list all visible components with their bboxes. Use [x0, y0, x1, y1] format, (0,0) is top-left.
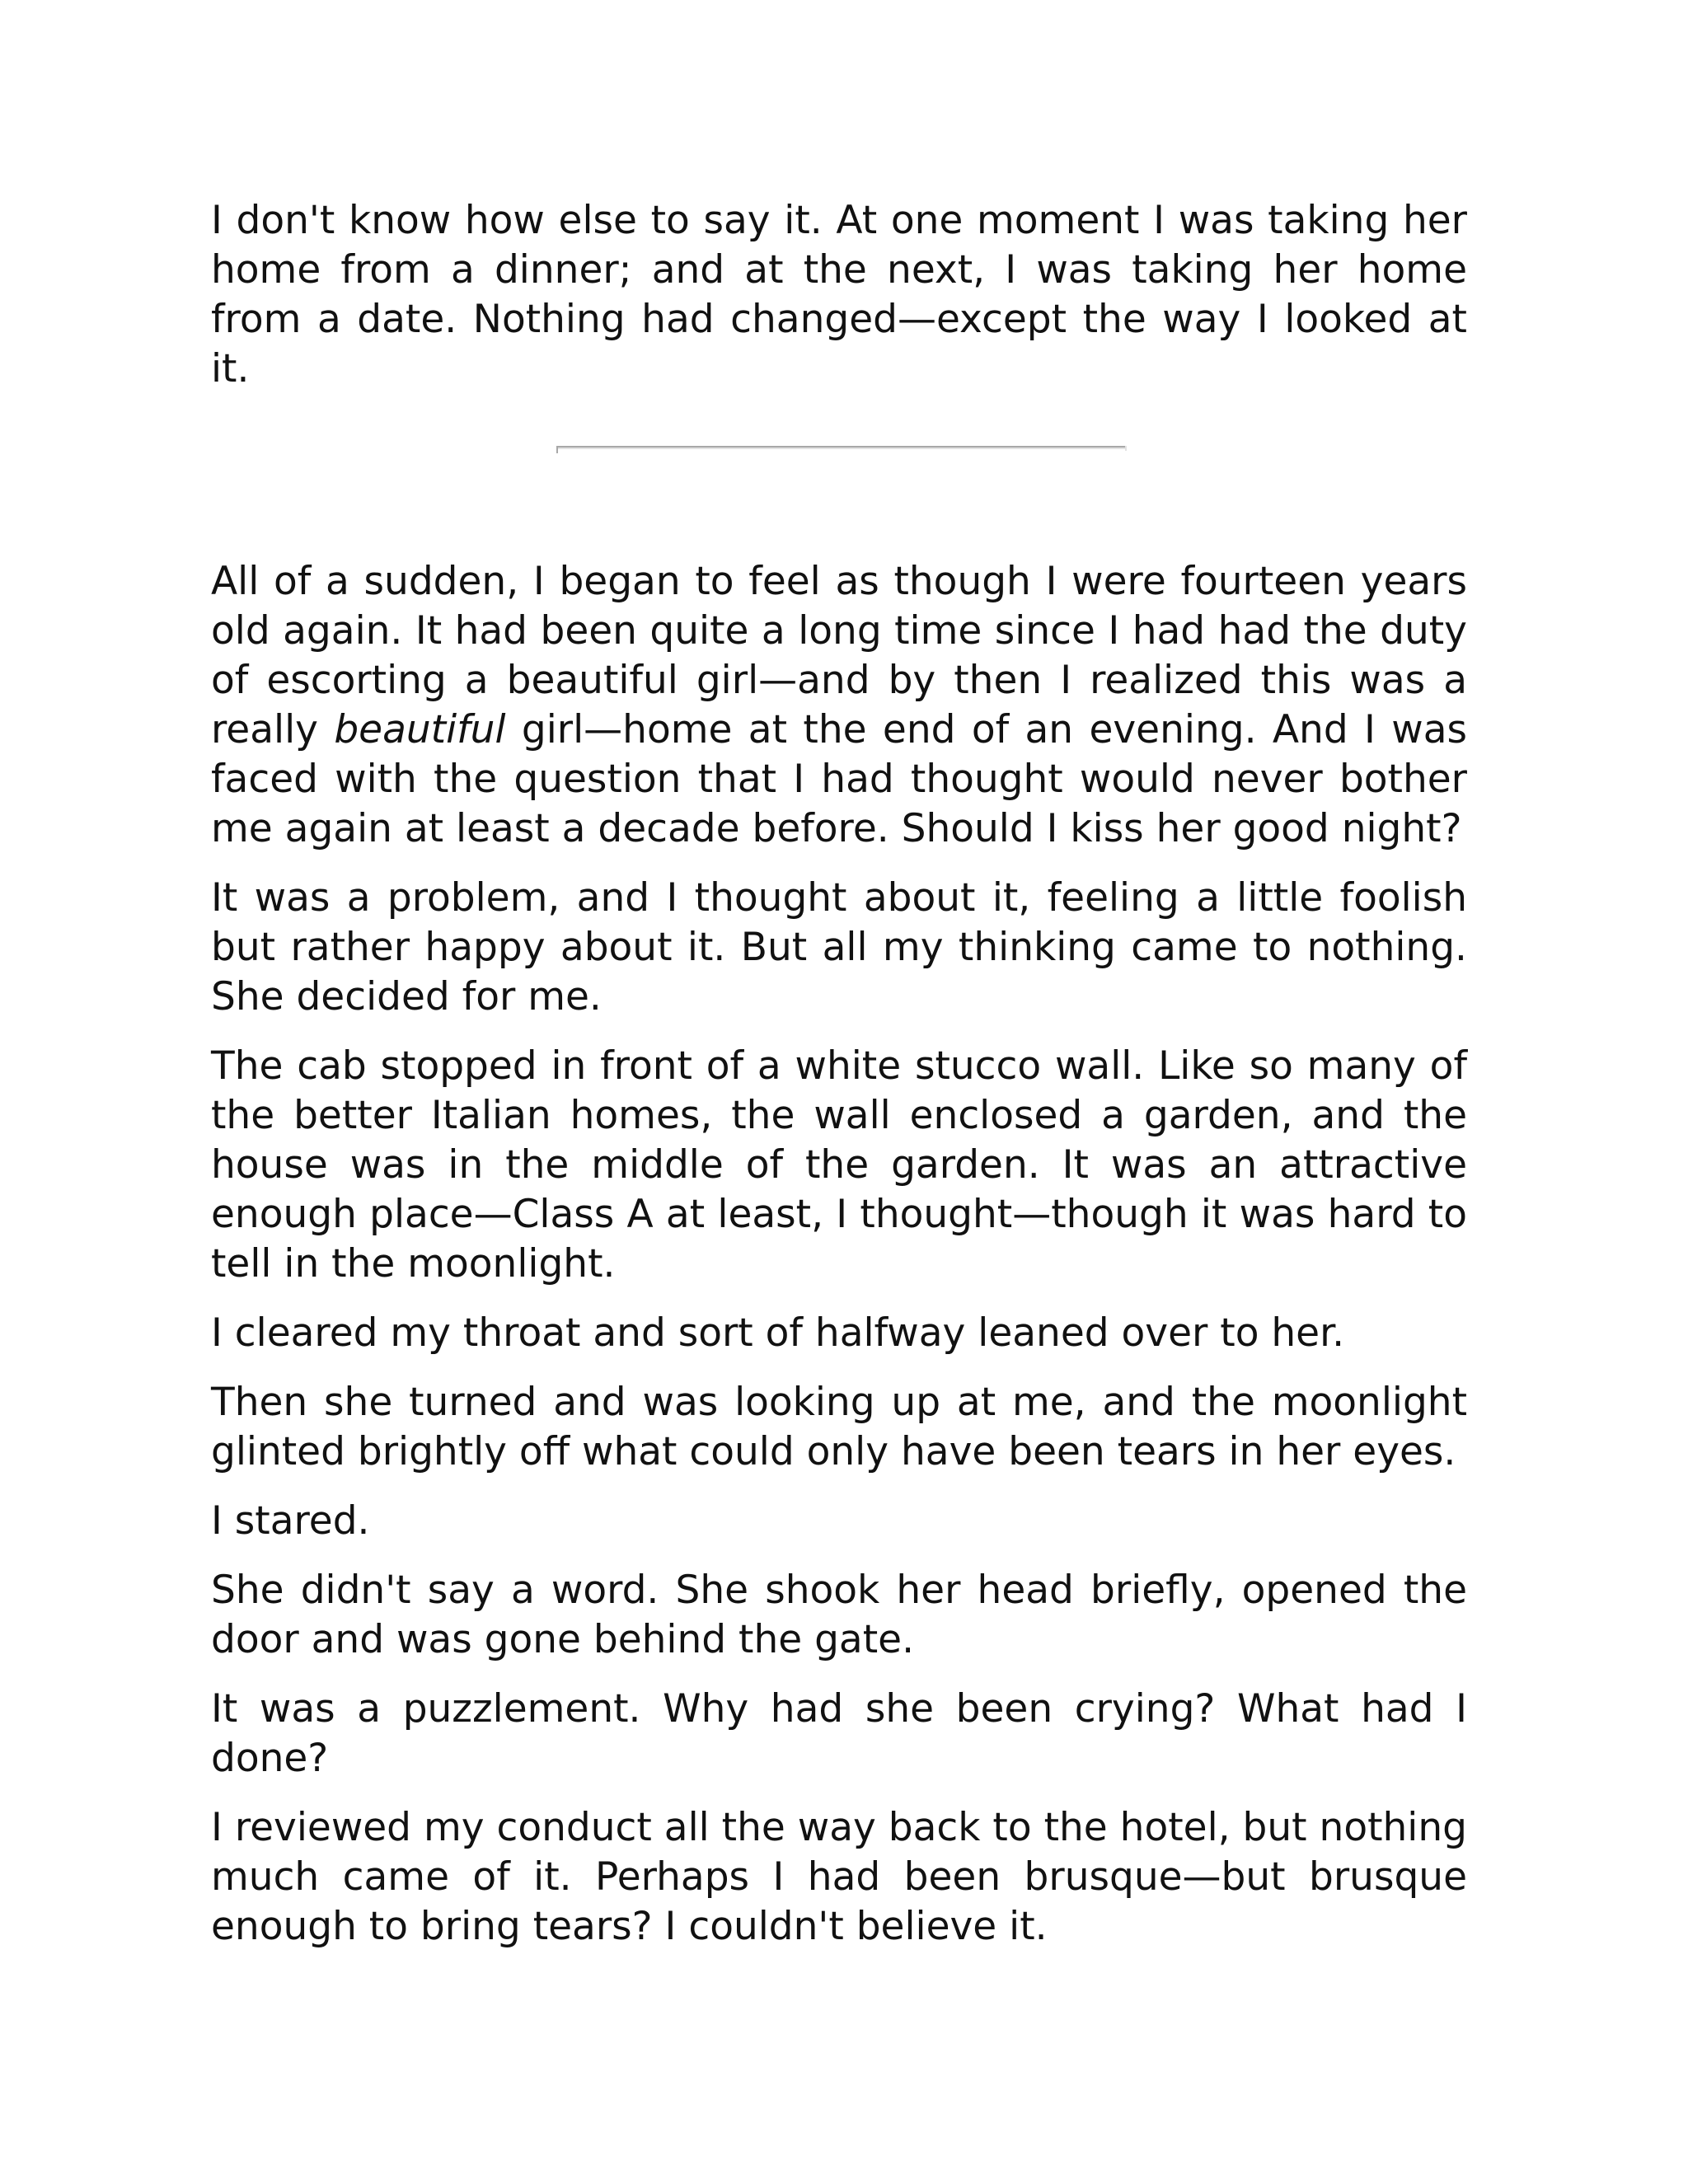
- paragraph-problem: It was a problem, and I thought about it, feeling a little foolish but rather happy about it. But all my thinking came to nothing. She decided for me.: [211, 875, 1467, 1019]
- paragraph-tears: Then she turned and was looking up at me, and the moonlight glinted brightly off what could only have been tears in her eyes.: [211, 1380, 1467, 1474]
- paragraph-sudden-text-2: girl—home at the end of an evening. And I was faced with the question that I had thought would never bother me again at least a decade before. Should I kiss her good night?: [211, 707, 1467, 851]
- paragraph-throat: I cleared my throat and sort of halfway leaned over to her.: [211, 1310, 1345, 1356]
- emphasis-beautiful: beautiful: [334, 707, 506, 752]
- paragraph-intro: I don't know how else to say it. At one moment I was taking her home from a dinner; and at the next, I was taking her home from a date. Nothing had changed—except the way I looked at it.: [211, 198, 1467, 391]
- paragraph-sudden: [211, 557, 1467, 854]
- paragraph-reviewed: I reviewed my conduct all the way back to the hotel, but nothing much came of it. Perhaps I had been brusque—but brusque enough to bring tears? I couldn't believe it.: [211, 1805, 1467, 1949]
- document-page: [211, 196, 1467, 1971]
- paragraph-sudden-text-1: All of a sudden, I began to feel as though I were fourteen years old again. It had been quite a long time since I had had the duty of escorting a beautiful girl—and by then I realized this was a really: [211, 559, 1467, 752]
- paragraph-stared: I stared.: [211, 1498, 370, 1544]
- paragraph-puzzlement: It was a puzzlement. Why had she been crying? What had I done?: [211, 1686, 1467, 1781]
- paragraph-cab: The cab stopped in front of a white stucco wall. Like so many of the better Italian homes, the wall enclosed a garden, and the house was in the middle of the garden. It was an attractive enough place—Class A at least, I thought—though it was hard to tell in the moonlight.: [211, 1043, 1467, 1286]
- paragraph-gate: She didn't say a word. She shook her head briefly, opened the door and was gone behind the gate.: [211, 1568, 1467, 1662]
- section-divider-area: [211, 394, 1467, 557]
- section-divider: [557, 446, 1126, 449]
